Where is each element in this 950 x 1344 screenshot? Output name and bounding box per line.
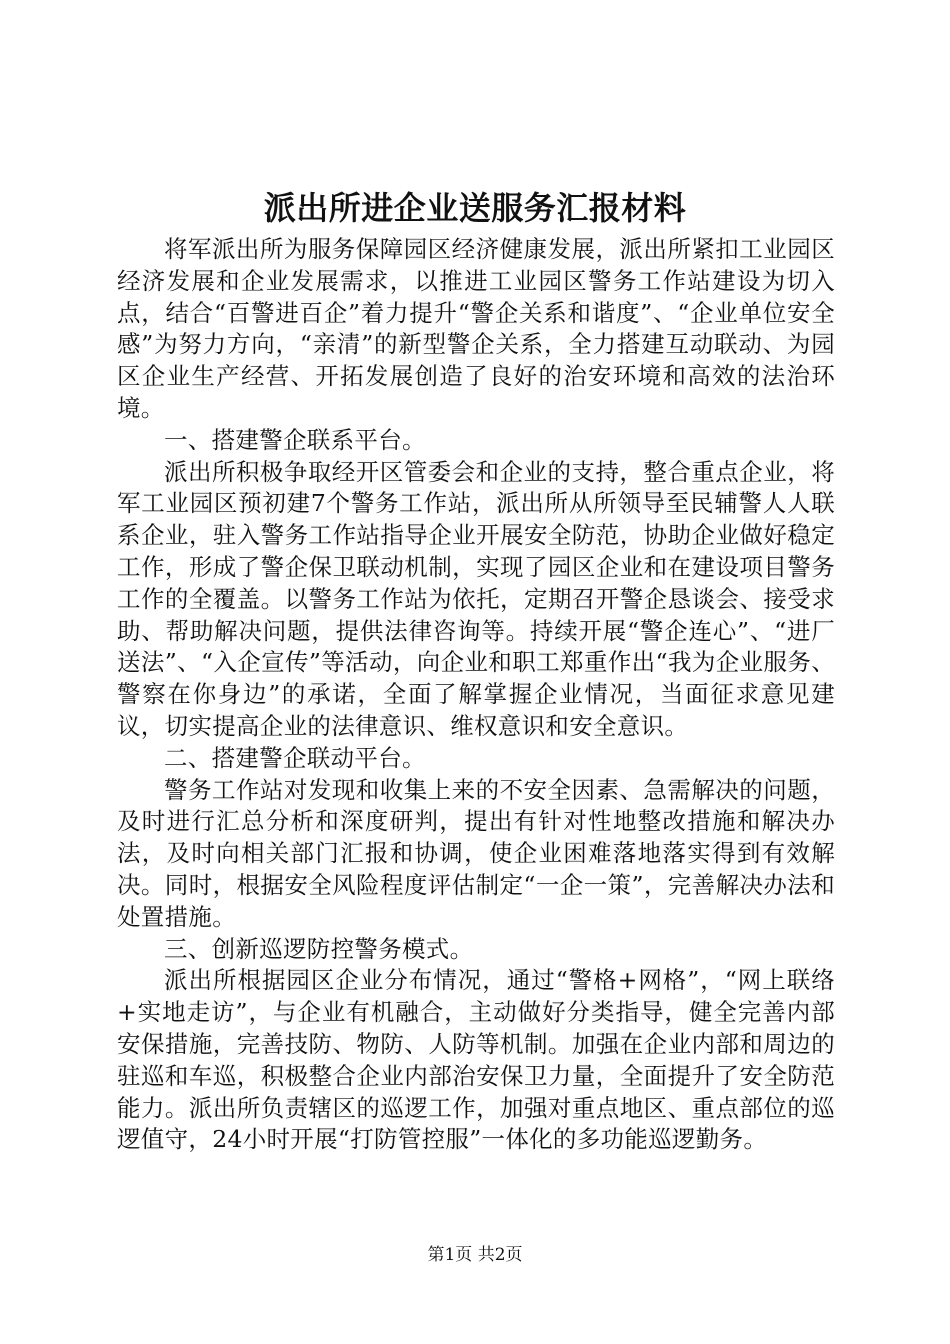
section-paragraph-2: 警务工作站对发现和收集上来的不安全因素、急需解决的问题，及时进行汇总分析和深度研判，提出有针对性地整改措施和解决办法，及时向相关部门汇报和协调，使企业困难落地落实得到有效解决。同时，根据安全风险程度评估制定“一企一策”，完善解决办法和处置措施。 xyxy=(117,775,835,931)
section-heading-3: 三、创新巡逻防控警务模式。 xyxy=(164,934,474,963)
section-heading-2: 二、搭建警企联动平台。 xyxy=(164,743,426,772)
intro-paragraph: 将军派出所为服务保障园区经济健康发展，派出所紧扣工业园区经济发展和企业发展需求，以推进工业园区警务工作站建设为切入点，结合“百警进百企”着力提升“警企关系和谐度”、“企业单位安全感”为努力方向，“亲清”的新型警企关系，全力搭建互动联动、为园区企业生产经营、开拓发展创造了良好的治安环境和高效的法治环境。 xyxy=(117,235,835,422)
document-title: 派出所进企业送服务汇报材料 xyxy=(263,189,687,227)
section-paragraph-3: 派出所根据园区企业分布情况，通过“警格+网格”，“网上联络+实地走访”，与企业有机融合，主动做好分类指导，健全完善内部安保措施，完善技防、物防、人防等机制。加强在企业内部和周边的驻巡和车巡，积极整合企业内部治安保卫力量，全面提升了安全防范能力。派出所负责辖区的巡逻工作，加强对重点地区、重点部位的巡逻值守，24小时开展“打防管控服”一体化的多功能巡逻勤务。 xyxy=(117,966,835,1154)
section-heading-1: 一、搭建警企联系平台。 xyxy=(164,425,426,454)
document-body xyxy=(117,234,835,1156)
page-footer: 第1页 共2页 xyxy=(427,1245,523,1265)
section-paragraph-1: 派出所积极争取经开区管委会和企业的支持，整合重点企业，将军工业园区预初建7个警务工作站，派出所从所领导至民辅警人人联系企业，驻入警务工作站指导企业开展安全防范，协助企业做好稳定工作，形成了警企保卫联动机制，实现了园区企业和在建设项目警务工作的全覆盖。以警务工作站为依托，定期召开警企恳谈会、接受求助、帮助解决问题，提供法律咨询等。持续开展“警企连心”、“进厂送法”、“入企宣传”等活动，向企业和职工郑重作出“我为企业服务、警察在你身边”的承诺，全面了解掌握企业情况，当面征求意见建议，切实提高企业的法律意识、维权意识和安全意识。 xyxy=(117,457,835,740)
